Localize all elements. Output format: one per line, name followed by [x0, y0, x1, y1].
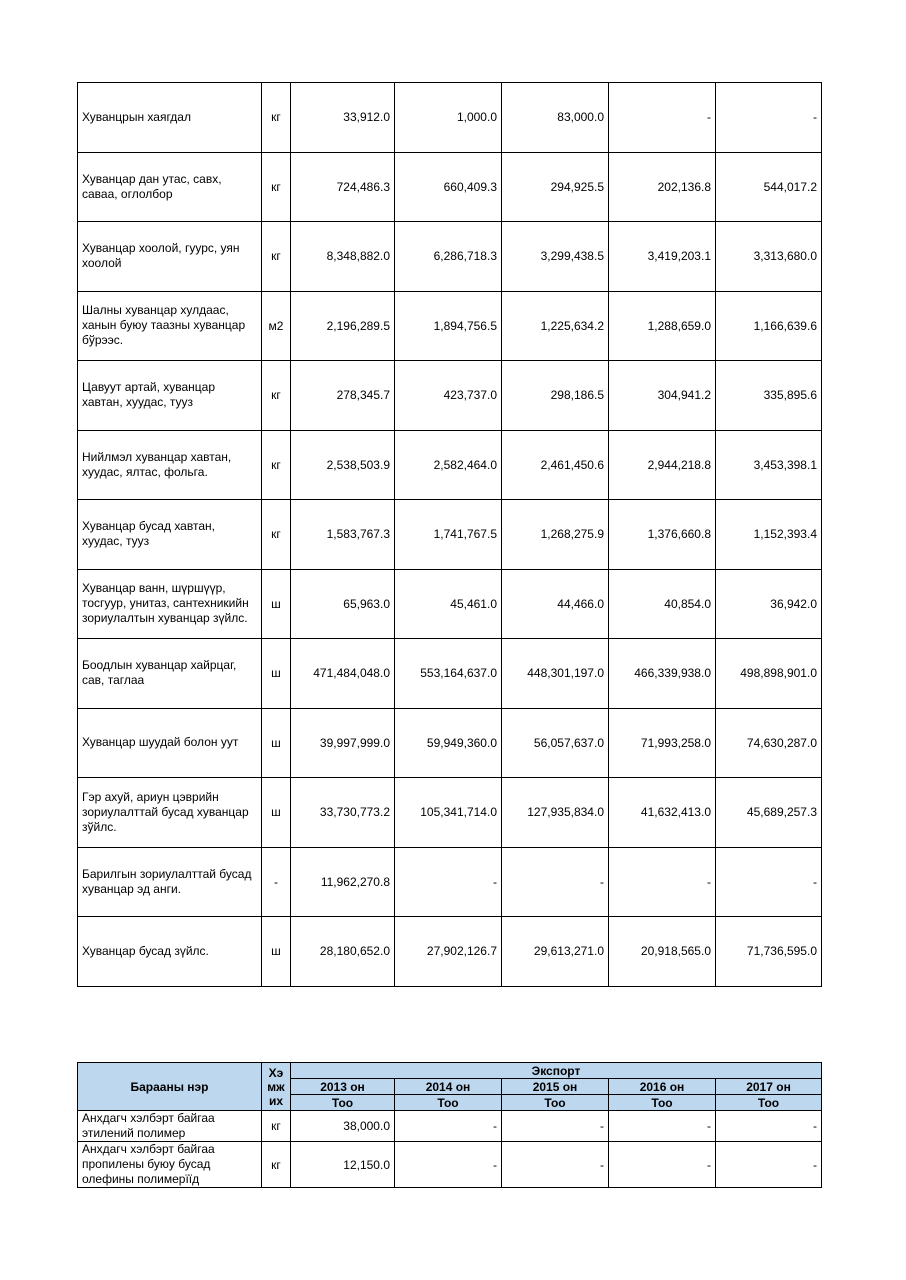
unit-cell: кг — [262, 430, 291, 500]
value-cell: 448,301,197.0 — [502, 639, 609, 709]
table-row — [78, 569, 822, 639]
value-cell: 1,225,634.2 — [502, 291, 609, 361]
value-cell: 8,348,882.0 — [291, 222, 395, 292]
value-cell: 59,949,360.0 — [395, 708, 502, 778]
product-name: Анхдагч хэлбэрт байгаа пропилены буюу бусад олефины полимерїїд — [78, 1142, 262, 1188]
unit-cell: м2 — [262, 291, 291, 361]
table-row — [78, 1142, 822, 1188]
product-name: Хуванцар хоолой, гуурс, уян хоолой — [78, 222, 262, 292]
unit-cell: ш — [262, 917, 291, 987]
product-name: Нийлмэл хуванцар хавтан, хуудас, ялтас, фольга. — [78, 430, 262, 500]
value-cell: 39,997,999.0 — [291, 708, 395, 778]
value-cell: 1,376,660.8 — [609, 500, 716, 570]
value-cell: - — [716, 1111, 822, 1142]
header-year: 2013 он — [291, 1079, 395, 1095]
unit-cell: кг — [262, 222, 291, 292]
value-cell: 3,453,398.1 — [716, 430, 822, 500]
value-cell: 498,898,901.0 — [716, 639, 822, 709]
unit-cell: - — [262, 847, 291, 917]
value-cell: 27,902,126.7 — [395, 917, 502, 987]
value-cell: - — [609, 83, 716, 153]
product-name: Хуванцар бусад хавтан, хуудас, тууз — [78, 500, 262, 570]
value-cell: 20,918,565.0 — [609, 917, 716, 987]
value-cell: 1,166,639.6 — [716, 291, 822, 361]
value-cell: 38,000.0 — [291, 1111, 395, 1142]
value-cell: 33,912.0 — [291, 83, 395, 153]
unit-cell: кг — [262, 152, 291, 222]
unit-cell: кг — [262, 1142, 291, 1188]
value-cell: 105,341,714.0 — [395, 778, 502, 848]
value-cell: 1,894,756.5 — [395, 291, 502, 361]
value-cell: 12,150.0 — [291, 1142, 395, 1188]
value-cell: 304,941.2 — [609, 361, 716, 431]
value-cell: 41,632,413.0 — [609, 778, 716, 848]
value-cell: 294,925.5 — [502, 152, 609, 222]
value-cell: - — [716, 1142, 822, 1188]
value-cell: 471,484,048.0 — [291, 639, 395, 709]
header-quantity: Тоо — [502, 1095, 609, 1111]
value-cell: 202,136.8 — [609, 152, 716, 222]
value-cell: 71,736,595.0 — [716, 917, 822, 987]
value-cell: 83,000.0 — [502, 83, 609, 153]
value-cell: 298,186.5 — [502, 361, 609, 431]
product-name: Хуванцар бусад зүйлс. — [78, 917, 262, 987]
table-row — [78, 1111, 822, 1142]
product-name: Хуванцар ванн, шүршүүр, тосгуур, унитаз, сантехникийн зориулалтын хуванцар зүйлс. — [78, 569, 262, 639]
table-row — [78, 361, 822, 431]
header-quantity: Тоо — [716, 1095, 822, 1111]
unit-cell: кг — [262, 1111, 291, 1142]
value-cell: 45,461.0 — [395, 569, 502, 639]
value-cell: 1,152,393.4 — [716, 500, 822, 570]
table-row — [78, 430, 822, 500]
product-name: Гэр ахуй, ариун цэврийн зориулалттай бусад хуванцар зўйлс. — [78, 778, 262, 848]
value-cell: 544,017.2 — [716, 152, 822, 222]
product-name: Барилгын зориулалттай бусад хуванцар эд анги. — [78, 847, 262, 917]
value-cell: - — [609, 1111, 716, 1142]
value-cell: 56,057,637.0 — [502, 708, 609, 778]
value-cell: 553,164,637.0 — [395, 639, 502, 709]
value-cell: - — [395, 847, 502, 917]
value-cell: 335,895.6 — [716, 361, 822, 431]
value-cell: - — [716, 83, 822, 153]
value-cell: 1,000.0 — [395, 83, 502, 153]
value-cell: 74,630,287.0 — [716, 708, 822, 778]
unit-cell: ш — [262, 639, 291, 709]
value-cell: 2,461,450.6 — [502, 430, 609, 500]
unit-cell: кг — [262, 500, 291, 570]
value-cell: 1,268,275.9 — [502, 500, 609, 570]
table-row — [78, 152, 822, 222]
value-cell: 45,689,257.3 — [716, 778, 822, 848]
value-cell: - — [609, 847, 716, 917]
table-row — [78, 708, 822, 778]
value-cell: - — [502, 1142, 609, 1188]
value-cell: 3,419,203.1 — [609, 222, 716, 292]
plastics-table — [77, 82, 822, 987]
product-name: Цавуут артай, хуванцар хавтан, хуудас, тууз — [78, 361, 262, 431]
unit-cell: кг — [262, 361, 291, 431]
value-cell: 6,286,718.3 — [395, 222, 502, 292]
value-cell: - — [502, 847, 609, 917]
value-cell: 65,963.0 — [291, 569, 395, 639]
unit-cell: ш — [262, 778, 291, 848]
value-cell: 127,935,834.0 — [502, 778, 609, 848]
value-cell: - — [395, 1142, 502, 1188]
unit-cell: ш — [262, 708, 291, 778]
value-cell: 71,993,258.0 — [609, 708, 716, 778]
value-cell: 3,313,680.0 — [716, 222, 822, 292]
product-name: Шалны хуванцар хулдаас, ханын буюу таазны хуванцар бўрээс. — [78, 291, 262, 361]
value-cell: 40,854.0 — [609, 569, 716, 639]
header-export: Экспорт — [291, 1063, 822, 1079]
header-quantity: Тоо — [395, 1095, 502, 1111]
unit-cell: кг — [262, 83, 291, 153]
value-cell: 466,339,938.0 — [609, 639, 716, 709]
table-row — [78, 500, 822, 570]
value-cell: 33,730,773.2 — [291, 778, 395, 848]
unit-cell: ш — [262, 569, 291, 639]
product-name: Боодлын хуванцар хайрцаг, сав, таглаа — [78, 639, 262, 709]
value-cell: 1,288,659.0 — [609, 291, 716, 361]
value-cell: - — [716, 847, 822, 917]
value-cell: - — [395, 1111, 502, 1142]
value-cell: 1,741,767.5 — [395, 500, 502, 570]
table-row — [78, 639, 822, 709]
value-cell: 11,962,270.8 — [291, 847, 395, 917]
header-year: 2017 он — [716, 1079, 822, 1095]
value-cell: 36,942.0 — [716, 569, 822, 639]
value-cell: 660,409.3 — [395, 152, 502, 222]
header-quantity: Тоо — [609, 1095, 716, 1111]
value-cell: - — [502, 1111, 609, 1142]
value-cell: 423,737.0 — [395, 361, 502, 431]
value-cell: 724,486.3 — [291, 152, 395, 222]
product-name: Хуванцар дан утас, савх, саваа, оглолбор — [78, 152, 262, 222]
product-name: Хуванцрын хаягдал — [78, 83, 262, 153]
table-row — [78, 222, 822, 292]
value-cell: 2,944,218.8 — [609, 430, 716, 500]
header-year: 2015 он — [502, 1079, 609, 1095]
value-cell: 3,299,438.5 — [502, 222, 609, 292]
header-year: 2016 он — [609, 1079, 716, 1095]
table-row — [78, 291, 822, 361]
product-name: Анхдагч хэлбэрт байгаа этилений полимер — [78, 1111, 262, 1142]
header-year: 2014 он — [395, 1079, 502, 1095]
header-product-name: Барааны нэр — [78, 1063, 262, 1111]
value-cell: 2,538,503.9 — [291, 430, 395, 500]
value-cell: 2,582,464.0 — [395, 430, 502, 500]
value-cell: 278,345.7 — [291, 361, 395, 431]
table-row — [78, 83, 822, 153]
header-unit: Хэ мж их — [262, 1063, 291, 1111]
table-row — [78, 847, 822, 917]
value-cell: 2,196,289.5 — [291, 291, 395, 361]
value-cell: 1,583,767.3 — [291, 500, 395, 570]
export-table — [77, 1062, 822, 1188]
value-cell: - — [609, 1142, 716, 1188]
value-cell: 29,613,271.0 — [502, 917, 609, 987]
value-cell: 28,180,652.0 — [291, 917, 395, 987]
product-name: Хуванцар шуудай болон уут — [78, 708, 262, 778]
value-cell: 44,466.0 — [502, 569, 609, 639]
table-row — [78, 917, 822, 987]
table-row — [78, 778, 822, 848]
header-quantity: Тоо — [291, 1095, 395, 1111]
